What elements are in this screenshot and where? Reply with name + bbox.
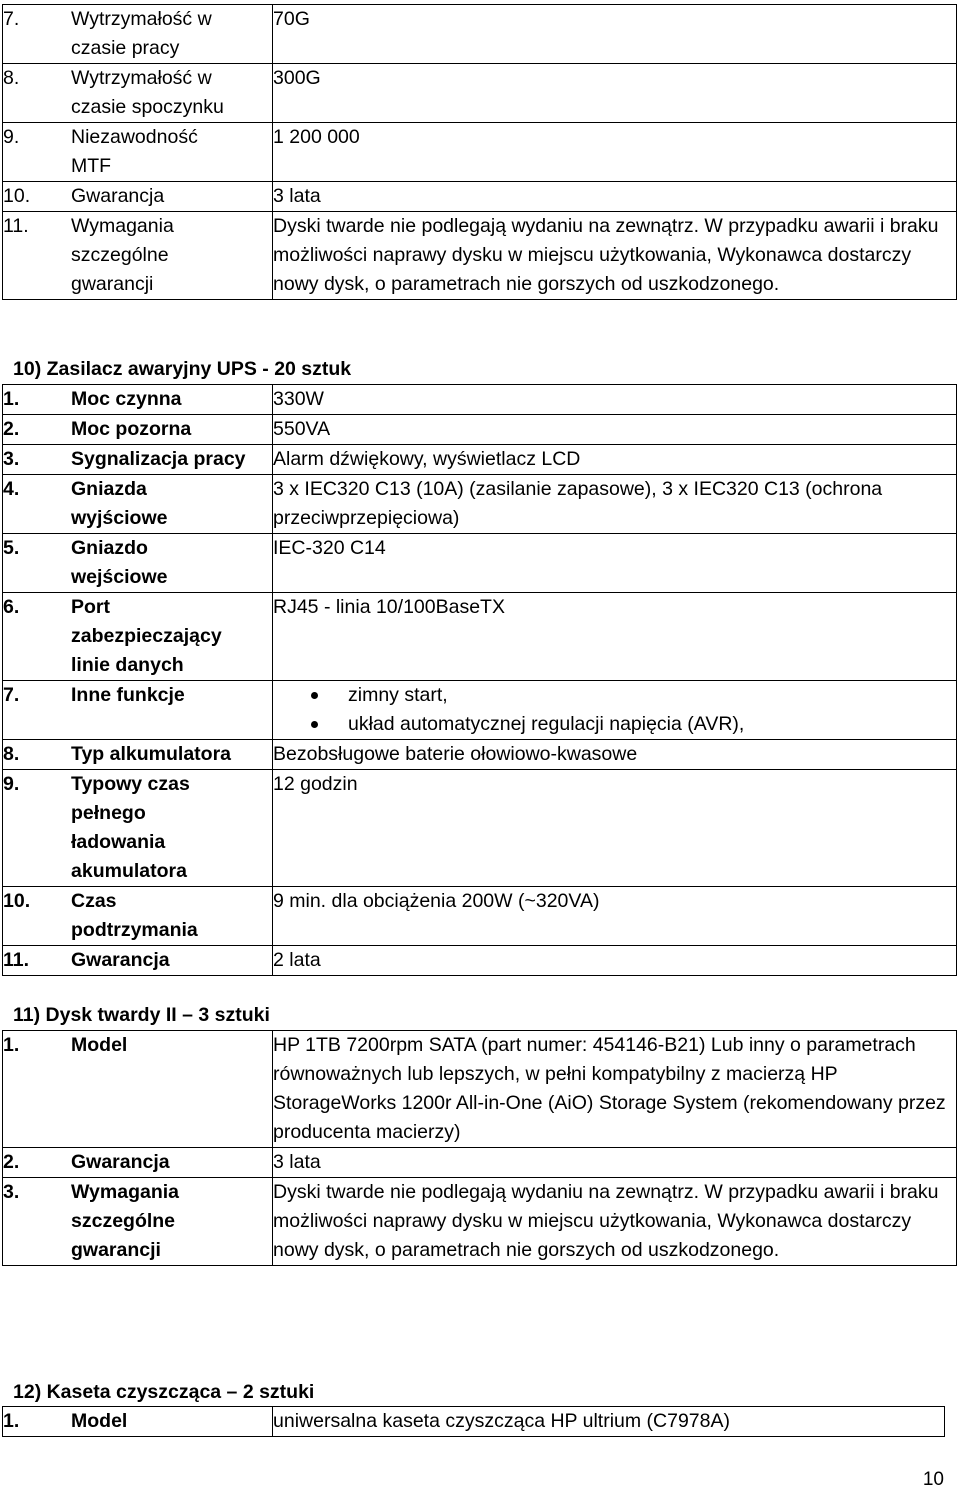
row-value-list xyxy=(273,681,957,740)
row-number: 1. xyxy=(3,388,20,410)
row-value: Alarm dźwiękowy, wyświetlacz LCD xyxy=(273,445,957,475)
table-row xyxy=(3,5,957,64)
row-value: uniwersalna kaseta czyszcząca HP ultrium (C7978A) xyxy=(273,1407,945,1437)
table-row xyxy=(3,681,957,740)
row-number: 6. xyxy=(3,596,20,618)
table-row xyxy=(3,887,957,946)
row-number: 5. xyxy=(3,537,20,559)
row-label: Czas podtrzymania xyxy=(71,890,198,941)
row-label: Typ alkumulatora xyxy=(71,743,232,765)
row-number: 1. xyxy=(3,1410,20,1432)
table-row xyxy=(3,212,957,300)
row-number: 1. xyxy=(3,1034,20,1056)
row-value: Dyski twarde nie podlegają wydaniu na zewnątrz. W przypadku awarii i braku możliwości naprawy dysku w miejscu użytkowania, Wykonawca dostarczy nowy dysk, o parametrach nie gorszych od uszkodzonego. xyxy=(273,1178,957,1266)
row-label: Niezawodność MTF xyxy=(71,126,198,177)
row-number: 11. xyxy=(3,949,30,971)
row-value: Bezobsługowe baterie ołowiowo-kwasowe xyxy=(273,740,957,770)
row-label: Moc pozorna xyxy=(71,418,192,440)
row-label: Inne funkcje xyxy=(71,684,185,706)
row-label: Port zabezpieczający linie danych xyxy=(71,596,222,676)
row-label: Model xyxy=(71,1410,128,1432)
table-row xyxy=(3,1178,957,1266)
list-item: układ automatycznej regulacji napięcia (AVR), xyxy=(273,710,956,739)
ups-table xyxy=(2,384,957,976)
row-label: Gwarancja xyxy=(71,185,165,207)
row-value: 2 lata xyxy=(273,946,957,976)
table-row xyxy=(3,415,957,445)
table-row xyxy=(3,534,957,593)
table-row xyxy=(3,740,957,770)
table-row xyxy=(3,1148,957,1178)
row-number: 7. xyxy=(3,8,20,30)
row-number: 7. xyxy=(3,684,20,706)
table-row xyxy=(3,1407,945,1437)
row-value: Dyski twarde nie podlegają wydaniu na zewnątrz. W przypadku awarii i braku możliwości naprawy dysku w miejscu użytkowania, Wykonawca dostarczy nowy dysk, o parametrach nie gorszych od uszkodzonego. xyxy=(273,212,957,300)
row-number: 2. xyxy=(3,1151,20,1173)
row-value: 9 min. dla obciążenia 200W (~320VA) xyxy=(273,887,957,946)
row-label: Gniazdo wejściowe xyxy=(71,537,168,588)
cleaning-table xyxy=(2,1406,945,1437)
table-row xyxy=(3,475,957,534)
section-heading-hdd: 11) Dysk twardy II – 3 sztuki xyxy=(13,1004,270,1026)
row-value: 3 lata xyxy=(273,1148,957,1178)
row-value: 3 lata xyxy=(273,182,957,212)
row-number: 8. xyxy=(3,743,20,765)
row-label: Wymagania szczególne gwarancji xyxy=(71,1181,180,1261)
row-label: Sygnalizacja pracy xyxy=(71,448,246,470)
section-heading-ups: 10) Zasilacz awaryjny UPS - 20 sztuk xyxy=(13,358,352,380)
row-number: 3. xyxy=(3,448,20,470)
row-value: RJ45 - linia 10/100BaseTX xyxy=(273,593,957,681)
table-row xyxy=(3,593,957,681)
disk-continued-table xyxy=(2,4,957,300)
row-value: 70G xyxy=(273,5,957,64)
row-number: 9. xyxy=(3,773,20,795)
table-row xyxy=(3,445,957,475)
feature-list xyxy=(273,681,956,739)
row-value: IEC-320 C14 xyxy=(273,534,957,593)
row-value: 300G xyxy=(273,64,957,123)
table-row xyxy=(3,770,957,887)
row-label: Wytrzymałość w czasie pracy xyxy=(71,8,212,59)
row-value: 3 x IEC320 C13 (10A) (zasilanie zapasowe), 3 x IEC320 C13 (ochrona przeciwprzepięciowa) xyxy=(273,475,957,534)
row-label: Model xyxy=(71,1034,128,1056)
table-row xyxy=(3,64,957,123)
row-label: Gniazda wyjściowe xyxy=(71,478,168,529)
list-item: zimny start, xyxy=(273,681,956,710)
table-row xyxy=(3,385,957,415)
row-number: 8. xyxy=(3,67,20,89)
row-value: 12 godzin xyxy=(273,770,957,887)
table-row xyxy=(3,182,957,212)
row-value: 330W xyxy=(273,385,957,415)
row-value: HP 1TB 7200rpm SATA (part numer: 454146-B21) Lub inny o parametrach równoważnych lub lepszych, w pełni kompatybilny z macierzą HP StorageWorks 1200r All-in-One (AiO) Storage System (rekomendowany przez producenta macierzy) xyxy=(273,1031,957,1148)
row-label: Wymagania szczególne gwarancji xyxy=(71,215,174,295)
row-number: 3. xyxy=(3,1181,20,1203)
row-number: 11. xyxy=(3,215,29,237)
hdd-table xyxy=(2,1030,957,1266)
row-label: Gwarancja xyxy=(71,1151,170,1173)
table-row xyxy=(3,1031,957,1148)
row-value: 1 200 000 xyxy=(273,123,957,182)
row-label: Typowy czas pełnego ładowania akumulatora xyxy=(71,773,190,882)
section-heading-cleaning: 12) Kaseta czyszcząca – 2 sztuki xyxy=(13,1381,315,1403)
row-number: 4. xyxy=(3,478,20,500)
row-number: 10. xyxy=(3,185,31,207)
row-label: Moc czynna xyxy=(71,388,182,410)
row-number: 10. xyxy=(3,890,31,912)
row-value: 550VA xyxy=(273,415,957,445)
row-number: 2. xyxy=(3,418,20,440)
table-row xyxy=(3,123,957,182)
row-label: Gwarancja xyxy=(71,949,170,971)
row-number: 9. xyxy=(3,126,20,148)
table-row xyxy=(3,946,957,976)
row-label: Wytrzymałość w czasie spoczynku xyxy=(71,67,224,118)
page-number: 10 xyxy=(922,1469,944,1490)
